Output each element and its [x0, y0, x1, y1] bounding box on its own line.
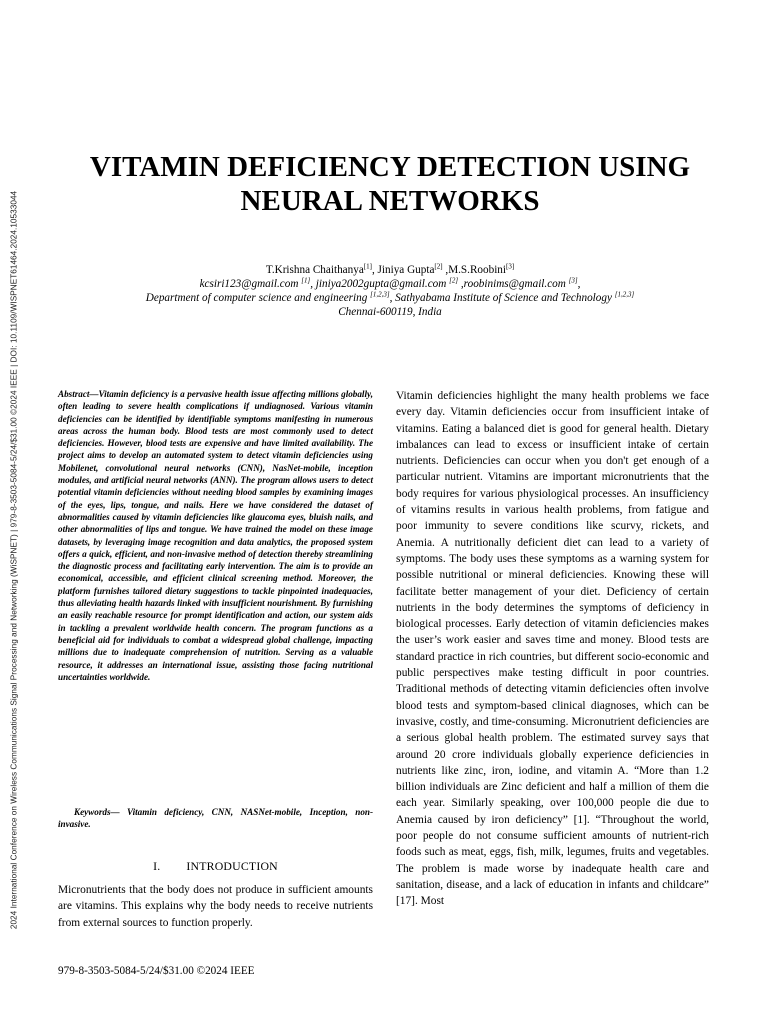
author-names — [40, 263, 740, 277]
conference-banner — [4, 0, 24, 1024]
author-2-ref: [2] — [434, 262, 443, 271]
author-1: T.Krishna Chaithanya — [265, 264, 364, 276]
copyright-footer: 979-8-3503-5084-5/24/$31.00 ©2024 IEEE — [58, 965, 255, 977]
title-line-1: VITAMIN DEFICIENCY DETECTION USING — [89, 151, 691, 183]
department: Department of computer science and engineering — [145, 292, 371, 304]
affiliation — [40, 291, 740, 305]
email-end: , — [577, 278, 581, 290]
institute-ref: [1,2,3] — [614, 290, 635, 299]
author-1-ref: [1] — [363, 262, 372, 271]
paper-title — [40, 150, 740, 218]
email-2: , jiniya2002gupta@gmail.com — [310, 278, 450, 290]
email-3-ref: [3] — [568, 276, 578, 285]
section-title: INTRODUCTION — [186, 859, 278, 873]
title-line-2: NEURAL NETWORKS — [240, 185, 540, 217]
author-2: Jiniya Gupta — [377, 264, 435, 276]
author-3-ref: [3] — [506, 262, 515, 271]
right-column-body: Vitamin deficiencies highlight the many health problems we face every day. Vitamin deficiencies occur from insufficient intake of vitamins. Eating a balanced diet is good for general health. Dietary imbalances can lead to excess or insufficient intake of certain nutrients. Deficiencies can occur when you don't get enough of a particular nutrient. Vitamins are important micronutrients that the body requires for various physiological processes. An insufficiency of vitamins results in various health problems, from fatigue and poor immunity to severe conditions like scurvy, rickets, and Anemia. A nutritionally deficient diet can lead to a variety of symptoms. The body uses these symptoms as a warning system for possible nutritional or mineral deficiencies. Knowing these will facilitate better management of your diet. Deficiency of certain nutrients in the body determines the symptoms of deficiency in biological processes. Early detection of vitamin deficiencies makes the user’s work easier and saves time and money. Blood tests are standard practice in rich countries, but different socio-economic and public perspectives make testing difficult in poor countries. Traditional methods of detecting vitamin deficiencies often involve blood tests and symptom-based clinical diagnoses, which can be invasive, costly, and time-consuming. Micronutrient deficiencies are a serious global health problem. The estimated survey says that around 20 crore individuals globally experience deficiencies in nutrients like zinc, iron, iodine, and vitamin A. “More than 1.2 billion individuals are Zinc deficient and half a million of them die each year. Similarly speaking, over 100,000 people die due to Anemia caused by iron deficiency” [1]. “Throughout the world, poor people do not consume sufficient amounts of nutrient-rich foods such as meat, eggs, fish, milk, legumes, fruits and vegetables. The problem is made worse by inadequate health care and sanitation, disease, and a lack of education in infants and childcare” [17]. Most — [396, 390, 709, 908]
author-block — [40, 263, 740, 319]
email-1-ref: [1] — [301, 276, 311, 285]
author-separator: , — [442, 264, 449, 276]
conference-banner-text: 2024 International Conference on Wireless Communications Signal Processing and Networking (WiSPNET) | 979-8-3503-5084-5/24/$31.00 ©2024 IEEE | DOI: 10.1109/WISPNET61464.2024.10533044 — [9, 190, 19, 930]
author-emails — [40, 277, 740, 291]
email-3: ,roobinims@gmail.com — [458, 278, 569, 290]
abstract: Abstract—Vitamin deficiency is a pervasive health issue affecting millions globally, often leading to severe health complications if undiagnosed. Various vitamin deficiencies can be identified by identifiable symptoms manifesting in numerous areas across the human body. Blood tests are most commonly used to detect deficiencies. However, blood tests are expensive and have limited availability. The project aims to develop an automated system to detect vitamin deficiencies using Mobilenet, convolutional neural networks (CNN), NasNet-mobile, inception modules, and artificial neural networks (ANN). The program allows users to detect potential vitamin deficiencies without needing blood samples by examining images of the eyes, lips, tongue, and nails. Here we have considered the dataset of abnormalities caused by vitamin deficiencies like glaucoma eyes, bluish nails, and other abnormalities of lips and tongue. We have trained the model on these image datasets, by leveraging image recognition and data analytics, the proposed system offers a quick, efficient, and non-invasive method of detection thereby streamlining the diagnostic process and facilitating early intervention. The aim is to provide an economical, accessible, and efficient clinical screening method. Moreover, the platform furnishes tailored dietary suggestions to tackle pinpointed inadequacies, thus alleviating health hazards linked with insufficient nourishment. By furnishing an easily reachable resource for prompt identification and action, our system aids in tackling a prevalent worldwide health concern. The program functions as a beneficial aid for individuals to combat a widespread global challenge, impacting millions due to inadequate comprehension of nutrition. Serving as a valuable resource, it addresses an international issue, assisting those facing nutritional uncertainties worldwide. — [58, 389, 373, 682]
author-3: M.S.Roobini — [448, 264, 507, 276]
keywords: Keywords— Vitamin deficiency, CNN, NASNet-mobile, Inception, non-invasive. — [58, 807, 373, 830]
department-ref: [1,2,3] — [370, 290, 390, 299]
email-2-ref: [2] — [449, 276, 459, 285]
author-separator: , — [371, 264, 378, 276]
institute: , Sathyabama Institute of Science and Technology — [389, 292, 615, 304]
section-heading — [58, 859, 373, 874]
city: Chennai-600119, India — [338, 306, 442, 318]
section-number: I. — [153, 859, 161, 873]
intro-paragraph: Micronutrients that the body does not produce in sufficient amounts are vitamins. This explains why the body needs to receive nutrients from external sources to function properly. — [58, 884, 373, 929]
email-1: kcsiri123@gmail.com — [199, 278, 302, 290]
